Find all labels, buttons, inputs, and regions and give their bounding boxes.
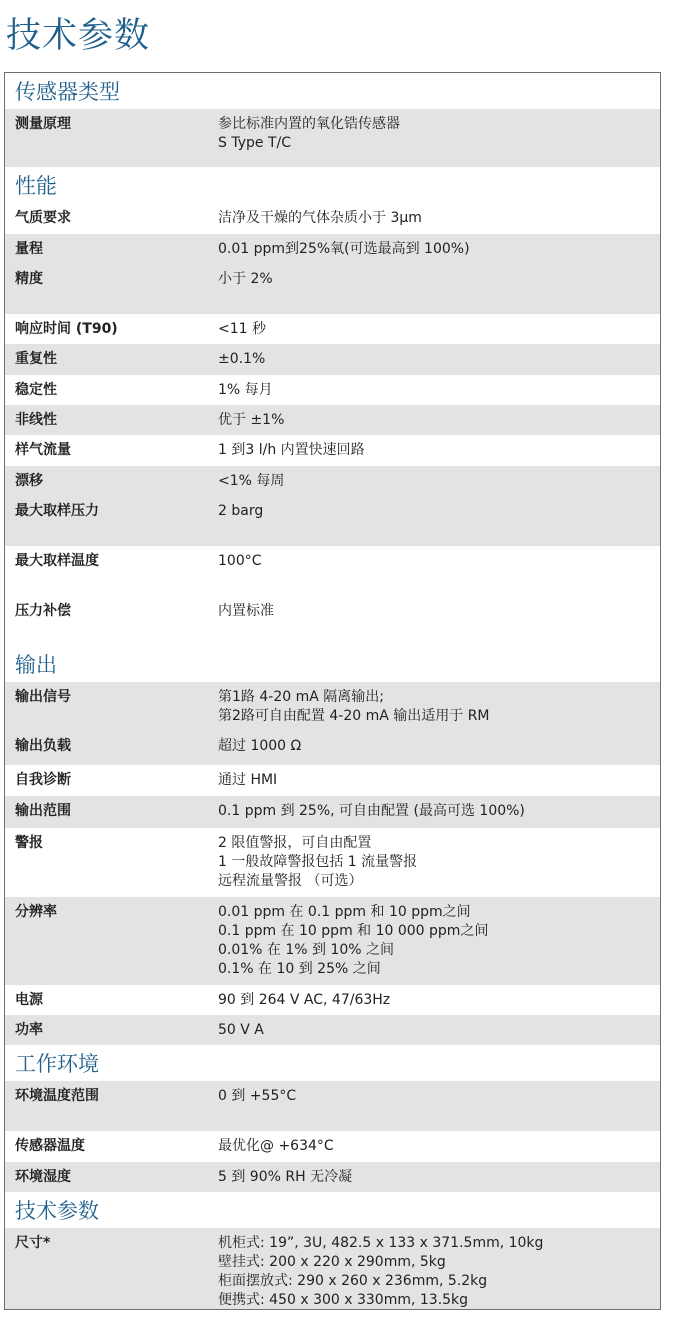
spec-value-line: 0 到 +55°C [218, 1088, 297, 1104]
spec-label: 传感器温度 [15, 1138, 85, 1154]
spec-label: 功率 [15, 1022, 43, 1038]
spec-row [5, 682, 660, 731]
spec-label: 非线性 [15, 412, 57, 428]
spec-value [210, 203, 660, 234]
spec-row [5, 234, 660, 264]
spec-row [5, 596, 660, 646]
spec-value-line: 90 到 264 V AC, 47/63Hz [218, 992, 391, 1008]
spec-row [5, 1081, 660, 1131]
spec-value [210, 1081, 660, 1131]
spec-value-line: 100°C [218, 553, 262, 569]
spec-value-line: 超过 1000 Ω [218, 738, 302, 754]
spec-table [4, 72, 661, 1310]
spec-label: 样气流量 [15, 442, 71, 458]
spec-value [210, 405, 660, 435]
spec-value [210, 731, 660, 765]
spec-value [210, 828, 660, 897]
spec-row [5, 731, 660, 765]
section-heading: 输出 [5, 646, 660, 682]
spec-label: 量程 [15, 241, 43, 257]
spec-row [5, 435, 660, 466]
spec-row [5, 264, 660, 314]
spec-label: 分辨率 [15, 904, 57, 920]
spec-row [5, 897, 660, 985]
spec-value-line: 优于 ±1% [218, 412, 285, 428]
spec-value [210, 435, 660, 466]
spec-label: 电源 [15, 992, 43, 1008]
spec-value-line: S Type T/C [218, 135, 291, 151]
spec-value-line: 洁净及干燥的气体杂质小于 3μm [218, 210, 422, 226]
spec-value-line: 远程流量警报 （可选） [218, 873, 363, 889]
spec-value [210, 596, 660, 646]
spec-value-line: 0.01% 在 1% 到 10% 之间 [218, 942, 395, 958]
spec-row [5, 985, 660, 1015]
spec-row [5, 466, 660, 496]
spec-label: 警报 [15, 835, 43, 851]
spec-value-line: 通过 HMI [218, 772, 278, 788]
spec-row [5, 375, 660, 405]
spec-row [5, 314, 660, 344]
spec-row [5, 1015, 660, 1045]
spec-label: 最大取样温度 [15, 553, 99, 569]
spec-value [210, 496, 660, 546]
spec-value-line: 第1路 4-20 mA 隔离输出; [218, 689, 384, 705]
spec-value-line: 小于 2% [218, 271, 273, 287]
spec-value-line: 0.01 ppm到25%氧(可选最高到 100%) [218, 241, 470, 257]
spec-row [5, 765, 660, 796]
spec-value-line: 50 V A [218, 1022, 264, 1038]
section-heading: 工作环境 [5, 1045, 660, 1081]
spec-label: 漂移 [15, 473, 43, 489]
spec-value [210, 109, 660, 167]
spec-value [210, 985, 660, 1015]
spec-label: 自我诊断 [15, 772, 71, 788]
spec-value [210, 1015, 660, 1045]
spec-value-line: 参比标准内置的氧化锆传感器 [218, 116, 400, 132]
spec-row [5, 828, 660, 897]
spec-value-line: 1 到3 l/h 内置快速回路 [218, 442, 365, 458]
spec-row [5, 796, 660, 828]
spec-value-line: 2 barg [218, 503, 264, 519]
spec-value-line: 壁挂式: 200 x 220 x 290mm, 5kg [218, 1254, 446, 1270]
spec-value [210, 1228, 660, 1310]
spec-value-line: 最优化@ +634°C [218, 1138, 334, 1154]
spec-value-line: 0.01 ppm 在 0.1 ppm 和 10 ppm之间 [218, 904, 471, 920]
spec-value [210, 682, 660, 731]
spec-row [5, 109, 660, 167]
spec-value [210, 264, 660, 314]
spec-value [210, 466, 660, 496]
spec-label: 压力补偿 [15, 603, 71, 619]
spec-value-line: 1% 每月 [218, 382, 273, 398]
spec-label: 环境湿度 [15, 1169, 71, 1185]
spec-value-line: 内置标准 [218, 603, 274, 619]
spec-row [5, 546, 660, 596]
spec-value [210, 546, 660, 596]
spec-value-line: 1 一般故障警报包括 1 流量警报 [218, 854, 418, 870]
spec-label: 输出负载 [15, 738, 71, 754]
spec-label: 重复性 [15, 351, 57, 367]
spec-row [5, 405, 660, 435]
spec-label: 精度 [15, 271, 43, 287]
spec-value-line: 5 到 90% RH 无冷凝 [218, 1169, 353, 1185]
spec-value-line: 便携式: 450 x 300 x 330mm, 13.5kg [218, 1292, 469, 1308]
spec-value [210, 796, 660, 828]
spec-value-line: 0.1 ppm 在 10 ppm 和 10 000 ppm之间 [218, 923, 489, 939]
spec-value-line: ±0.1% [218, 351, 266, 367]
spec-value [210, 1162, 660, 1192]
spec-value [210, 897, 660, 985]
spec-value-line: 机柜式: 19”, 3U, 482.5 x 133 x 371.5mm, 10kg [218, 1235, 544, 1251]
spec-label: 气质要求 [15, 210, 71, 226]
spec-value [210, 375, 660, 405]
spec-value [210, 1131, 660, 1162]
spec-value-line: 第2路可自由配置 4-20 mA 输出适用于 RM [218, 708, 490, 724]
spec-label: 环境温度范围 [15, 1088, 99, 1104]
spec-row [5, 203, 660, 234]
spec-label: 响应时间 (T90) [15, 321, 118, 337]
spec-value-line: 2 限值警报，可自由配置 [218, 835, 372, 851]
spec-row [5, 1131, 660, 1162]
spec-label: 输出范围 [15, 803, 71, 819]
spec-row [5, 344, 660, 375]
spec-label: 输出信号 [15, 689, 71, 705]
spec-value-line: 0.1% 在 10 到 25% 之间 [218, 961, 381, 977]
spec-value [210, 314, 660, 344]
spec-row [5, 1162, 660, 1192]
spec-label: 最大取样压力 [15, 503, 99, 519]
spec-value [210, 344, 660, 375]
spec-label: 稳定性 [15, 382, 57, 398]
section-heading: 传感器类型 [5, 73, 660, 109]
spec-value-line: <11 秒 [218, 321, 266, 337]
section-heading: 技术参数 [5, 1192, 660, 1228]
spec-value-line: 0.1 ppm 到 25%, 可自由配置 (最高可选 100%) [218, 803, 525, 819]
section-heading: 性能 [5, 167, 660, 203]
spec-value-line: <1% 每周 [218, 473, 285, 489]
spec-row [5, 1228, 660, 1310]
spec-label: 测量原理 [15, 116, 71, 132]
spec-value [210, 765, 660, 796]
page-title: 技术参数 [6, 16, 151, 56]
spec-row [5, 496, 660, 546]
spec-value-line: 柜面摆放式: 290 x 260 x 236mm, 5.2kg [218, 1273, 488, 1289]
spec-label: 尺寸* [15, 1235, 51, 1251]
spec-value [210, 234, 660, 264]
